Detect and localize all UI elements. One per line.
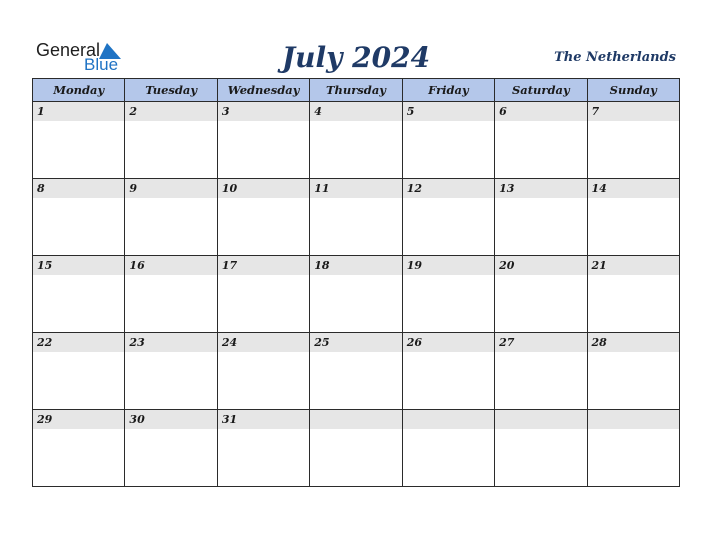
day-cell [402, 179, 494, 256]
day-cell [402, 256, 494, 333]
day-cell [33, 410, 125, 487]
day-number: 7 [588, 102, 679, 121]
day-cell [33, 179, 125, 256]
day-number: 27 [495, 333, 586, 352]
day-number: 19 [403, 256, 494, 275]
day-number: 29 [33, 410, 124, 429]
day-cell [402, 102, 494, 179]
logo-text-blue: Blue [84, 55, 119, 74]
day-cell [33, 102, 125, 179]
day-cell [495, 333, 587, 410]
week-row [33, 102, 680, 179]
day-number [403, 410, 494, 429]
day-number: 4 [310, 102, 401, 121]
day-cell [587, 333, 679, 410]
weekday-header: Friday [402, 79, 494, 102]
day-number: 16 [125, 256, 216, 275]
day-number: 20 [495, 256, 586, 275]
day-number [495, 410, 586, 429]
day-number: 3 [218, 102, 309, 121]
day-cell [310, 102, 402, 179]
day-number: 13 [495, 179, 586, 198]
day-number: 30 [125, 410, 216, 429]
day-number: 26 [403, 333, 494, 352]
weekday-header: Tuesday [125, 79, 217, 102]
week-row [33, 333, 680, 410]
day-cell [310, 179, 402, 256]
day-cell [495, 410, 587, 487]
day-number: 14 [588, 179, 679, 198]
day-number: 18 [310, 256, 401, 275]
day-number: 9 [125, 179, 216, 198]
day-cell [310, 410, 402, 487]
day-cell [310, 256, 402, 333]
day-number: 23 [125, 333, 216, 352]
day-cell [217, 102, 309, 179]
day-number: 1 [33, 102, 124, 121]
day-number: 11 [310, 179, 401, 198]
day-cell [587, 410, 679, 487]
day-number: 24 [218, 333, 309, 352]
day-number: 2 [125, 102, 216, 121]
day-number: 21 [588, 256, 679, 275]
day-cell [217, 179, 309, 256]
day-number: 25 [310, 333, 401, 352]
day-number [310, 410, 401, 429]
week-row [33, 179, 680, 256]
day-cell [125, 410, 217, 487]
week-row [33, 410, 680, 487]
day-cell [33, 256, 125, 333]
day-number [588, 410, 679, 429]
country-label: The Netherlands [554, 50, 676, 65]
calendar-title: July 2024 [281, 41, 431, 74]
day-number: 8 [33, 179, 124, 198]
day-cell [125, 256, 217, 333]
day-cell [125, 102, 217, 179]
weekday-header: Saturday [495, 79, 587, 102]
day-cell [310, 333, 402, 410]
logo-text-general: General [36, 40, 101, 60]
day-number: 17 [218, 256, 309, 275]
day-number: 6 [495, 102, 586, 121]
weekday-header: Sunday [587, 79, 679, 102]
day-cell [33, 333, 125, 410]
day-cell [402, 410, 494, 487]
day-number: 12 [403, 179, 494, 198]
day-number: 5 [403, 102, 494, 121]
day-cell [125, 179, 217, 256]
day-cell [125, 333, 217, 410]
day-cell [587, 102, 679, 179]
day-cell [217, 333, 309, 410]
weekday-header-row [33, 79, 680, 102]
day-cell [495, 179, 587, 256]
day-cell [587, 256, 679, 333]
week-row [33, 256, 680, 333]
weekday-header: Thursday [310, 79, 402, 102]
day-cell [495, 256, 587, 333]
day-cell [217, 256, 309, 333]
day-cell [495, 102, 587, 179]
day-number: 15 [33, 256, 124, 275]
day-number: 28 [588, 333, 679, 352]
day-cell [217, 410, 309, 487]
day-number: 10 [218, 179, 309, 198]
day-number: 22 [33, 333, 124, 352]
day-cell [402, 333, 494, 410]
calendar-grid [32, 78, 680, 487]
weekday-header: Monday [33, 79, 125, 102]
weekday-header: Wednesday [217, 79, 309, 102]
day-number: 31 [218, 410, 309, 429]
day-cell [587, 179, 679, 256]
